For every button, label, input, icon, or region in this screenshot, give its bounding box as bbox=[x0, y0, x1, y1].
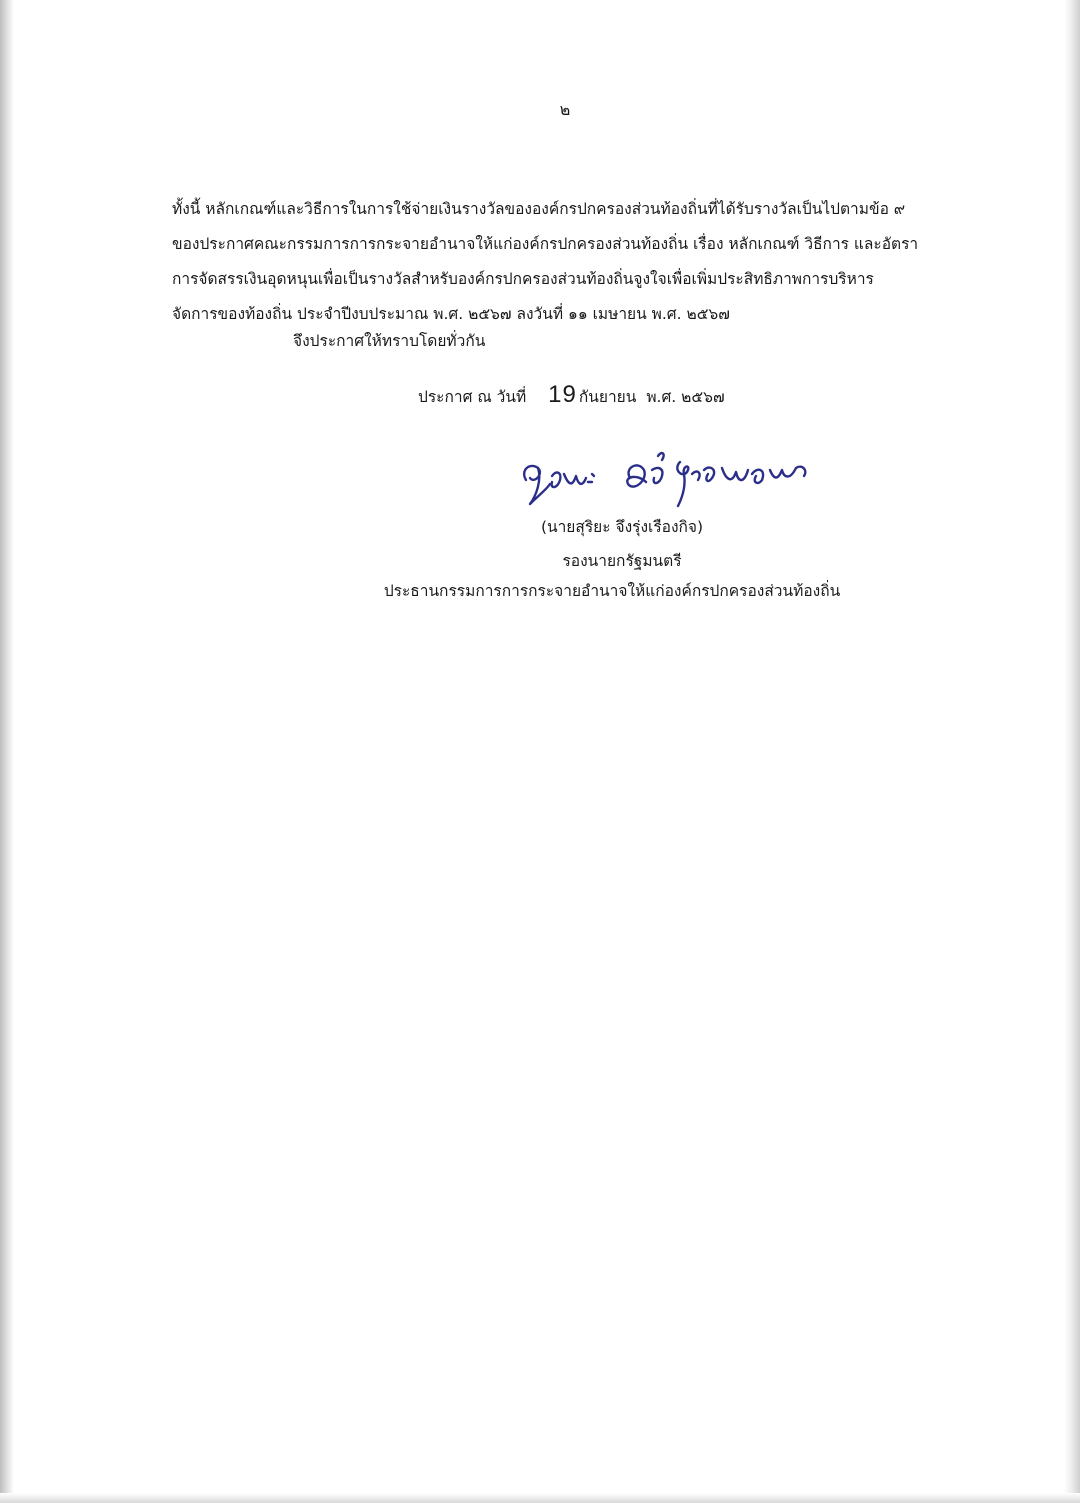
date-year: พ.ศ. ๒๕๖๗ bbox=[646, 388, 725, 406]
body-line-4: จัดการของท้องถิ่น ประจำปีงบประมาณ พ.ศ. ๒๕๖๗ ลงวันที่ ๑๑ เมษายน พ.ศ. ๒๕๖๗ bbox=[172, 305, 730, 323]
scan-edge-left bbox=[0, 0, 14, 1503]
scan-edge-bottom bbox=[0, 1493, 1080, 1503]
signer-position: ประธานกรรมการการกระจายอำนาจให้แก่องค์กรปกครองส่วนท้องถิ่น bbox=[383, 582, 841, 600]
signer-name: (นายสุริยะ จึงรุ่งเรืองกิจ) bbox=[540, 518, 704, 536]
scan-edge-right bbox=[1064, 0, 1080, 1503]
body-line-3: การจัดสรรเงินอุดหนุนเพื่อเป็นรางวัลสำหรับองค์กรปกครองส่วนท้องถิ่นจูงใจเพื่อเพิ่มประสิทธิภาพการบริหาร bbox=[172, 270, 874, 288]
body-paragraph bbox=[172, 192, 960, 332]
signer-title: รองนายกรัฐมนตรี bbox=[562, 552, 682, 570]
closing-statement: จึงประกาศให้ทราบโดยทั่วกัน bbox=[293, 332, 486, 350]
body-line-1: ทั้งนี้ หลักเกณฑ์และวิธีการในการใช้จ่ายเงินรางวัลขององค์กรปกครองส่วนท้องถิ่นที่ได้รับรางวัลเป็นไปตามข้อ ๙ bbox=[172, 200, 906, 218]
body-line-2: ของประกาศคณะกรรมการการกระจายอำนาจให้แก่องค์กรปกครองส่วนท้องถิ่น เรื่อง หลักเกณฑ์ วิธีการ และอัตรา bbox=[172, 235, 919, 253]
announcement-date bbox=[418, 381, 725, 409]
date-day: 19 bbox=[548, 381, 577, 408]
date-prefix: ประกาศ ณ วันที่ bbox=[418, 388, 527, 406]
date-month: กันยายน bbox=[578, 388, 637, 406]
handwritten-signature bbox=[512, 440, 832, 520]
page-number: ๒ bbox=[559, 100, 571, 119]
